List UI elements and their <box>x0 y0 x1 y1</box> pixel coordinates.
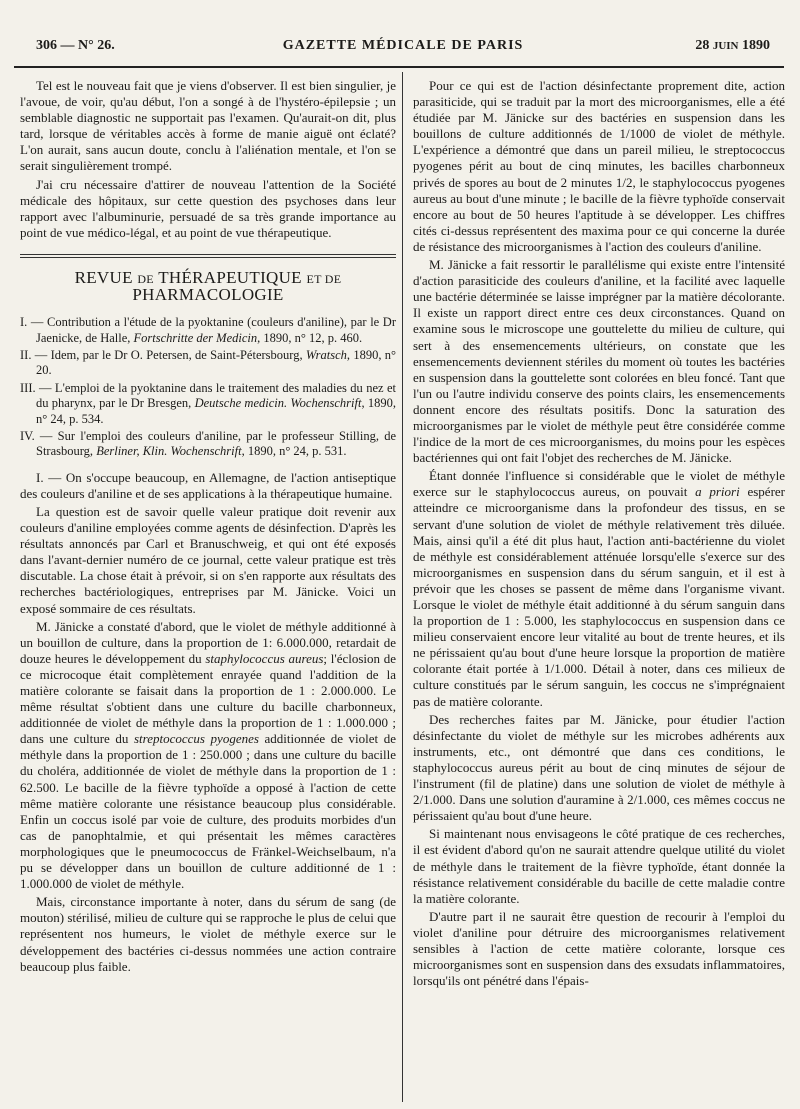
paragraph: Des recherches faites par M. Jänicke, pour étudier l'action désinfectante du violet de méthyle sur les microbes adhérents aux instruments, etc., ont démontré que dans ces conditions, le staphylococcus aureus périt au bout de cinq minutes de séjour de l'instrument (fil de platine) dans une solution de violet de méthyle à 2/1.000. Dans une solution d'auramine à 2/1.000, ces mêmes coccus ne périssaient qu'au bout d'une heure. <box>413 711 785 824</box>
journal-title: GAZETTE MÉDICALE DE PARIS <box>282 38 524 53</box>
paragraph: D'autre part il ne saurait être question de recourir à l'emploi du violet d'aniline pour détruire des microorganismes relativement sensibles à l'action de cette matière colorante, lorsque ces microorganismes sont en suspension dans des exsudats inflammatoires, lorsqu'ils ont pénétré dans l'épais- <box>413 908 785 989</box>
paragraph: M. Jänicke a constaté d'abord, que le violet de méthyle additionné à un bouillon de culture, dans la proportion de 1: 6.000.000, retardait de douze heures le développement du staphylococcus aureus; l'éclosion de ce microcoque était complètement enrayée quand l'addition de la matière colorante se faisait dans la proportion de 1 : 2.000.000. Le même résultat s'obtient dans une culture du bacille charbonneux, additionnée de violet de méthyle dans la proportion de 1 : 1.000.000 ; dans une culture du streptococcus pyogenes additionnée de violet de méthyle dans la proportion de 1 : 250.000 ; dans une culture du bacille du choléra, additionnée de violet de méthyle dans la proportion de 1 : 62.500. Le bacille de la fièvre typhoïde a opposé à l'action de cette même matière colorante une résistance beaucoup plus considérable. Enfin un coccus isolé par voie de culture, des produits morbides d'un cas de panophtalmie, et qui présentait les mêmes caractères morphologiques que le pneumococcus de Fränkel-Weichselbaum, n'a pu se développer dans un bouillon de culture additionné de 1 : 1.000.000 de violet de méthyle. <box>20 618 396 892</box>
reference-item: I. — Contribution a l'étude de la pyoktanine (couleurs d'aniline), par le Dr Jaenicke, de Halle, Fortschritte der Medicin, 1890, n° 12, p. 460. <box>20 315 396 345</box>
date-month: JUIN <box>712 40 739 52</box>
reference-item: II. — Idem, par le Dr O. Petersen, de Saint-Pétersbourg, Wratsch, 1890, n° 20. <box>20 347 397 378</box>
paragraph: I. — On s'occupe beaucoup, en Allemagne, de l'action antiseptique des couleurs d'aniline et de ses applications à la thérapeutique humaine. <box>20 469 396 501</box>
paragraph: Tel est le nouveau fait que je viens d'observer. Il est bien singulier, je l'avoue, de voir, qu'au début, l'on a songé à de l'hystéro-épilepsie ; un semblable diagnostic ne supportait pas l'examen. Qu'aurait-on dit, plus tard, lorsque de véritables accès à forme de manie aiguë ont éclaté? L'on aurait, sans aucun doute, conclu à l'aliénation mentale, et l'on se serait singulièrement trompé. <box>20 78 396 174</box>
paragraph: J'ai cru nécessaire d'attirer de nouveau l'attention de la Société médicale des hôpitaux, sur cette question des psychoses dans leur rapport avec l'albuminurie, persuadé de sa très grande importance au point de vue médico-légal, et au point de vue thérapeutique. <box>20 176 396 240</box>
column-divider <box>402 72 403 1102</box>
paragraph: M. Jänicke a fait ressortir le parallélisme qui existe entre l'intensité d'action parasiticide des couleurs d'aniline, et la facilité avec laquelle une bactérie déterminée se laisse imprégner par la matière décolorante. Il existe un rapport direct entre ces deux circonstances. Quand on examine sous le microscope une gouttelette du milieu de culture, qui sert à des ensemencements ultérieurs, on constate que les ensemencements deviennent stériles du moment où toutes les bactéries en suspension dans la gouttelette sont colorées en bleu foncé. Tant que l'un ou l'autre individu conserve des points clairs, les ensemencements donnent encore des résultats positifs. Donc la saturation des microorganismes par le violet de méthyle peut être considérée comme l'indice de la mort de ces microorganismes, du moins pour les espèces bactériennes qui ont fait l'objet des recherches de M. Jänicke. <box>413 257 785 466</box>
page-header <box>36 38 770 58</box>
header-rule <box>14 66 784 68</box>
date-year: 1890 <box>742 38 770 53</box>
left-column <box>20 78 396 977</box>
reference-list <box>20 315 396 460</box>
section-rule <box>20 254 396 258</box>
paragraph: Pour ce qui est de l'action désinfectante proprement dite, action parasiticide, qui se traduit par la mort des microorganismes, elle a été étudiée par M. Jänicke sur des bactéries en suspension dans les bouillons de culture additionnés de 1/1000 de violet de méthyle. L'expérience a démontré que dans un pareil milieu, le streptococcus pyogenes périt au bout de cinq minutes, les bacilles charbonneux privés de spores au bout de 2 minutes 1/2, le staphylococcus pyogenes aureus au bout d'une minute ; le bacille de la fièvre typhoïde conservait encore au bout de 50 heures l'aptitude à se développer. Les chiffres cités ci-dessus représentent des maxima pour ce qui concerne la durée de résistance des microorganismes à l'action des couleurs d'aniline. <box>413 78 785 254</box>
paragraph: Mais, circonstance importante à noter, dans du sérum de sang (de mouton) stérilisé, milieu de culture qui se rapproche le plus de celui que représentent nos humeurs, le violet de méthyle exerce sur le développement des bactéries ci-dessus nommées une action contraire beaucoup plus faible. <box>20 894 396 974</box>
reference-item: IV. — Sur l'emploi des couleurs d'aniline, par le professeur Stilling, de Strasbourg, Berliner, Klin. Wochenschrift, 1890, n° 24, p. 531. <box>20 428 396 459</box>
section-title: REVUE DE THÉRAPEUTIQUE ET DE PHARMACOLOGIE <box>74 267 342 305</box>
reference-item: III. — L'emploi de la pyoktanine dans le traitement des maladies du nez et du pharynx, par le Dr Bresgen, Deutsche medicin. Wochenschrift, 1890, n° 24, p. 534. <box>20 380 397 426</box>
paragraph: Si maintenant nous envisageons le côté pratique de ces recherches, il est évident d'abord qu'on ne saurait attendre quelque utilité du violet de méthyle dans le traitement de la fièvre typhoïde, étant donnée la résistance relativement considérable du bacille de cette maladie contre la matière colorante. <box>413 826 785 906</box>
page-number: 306 — N° 26. <box>36 38 115 53</box>
issue-date <box>695 38 770 54</box>
date-day: 28 <box>695 38 710 53</box>
paragraph: La question est de savoir quelle valeur pratique doit revenir aux couleurs d'aniline employées comme agents de désinfection. D'après les résultats annoncés par Carl et Branuschweig, et qui ont été exposés dans l'avant-dernier numéro de ce journal, cette valeur pratique est très discutable. La chose était à prévoir, si on s'en rapporte aux résultats des recherches bactériologiques, entreprises par M. Jänicke. Voici un exposé sommaire de ces résultats. <box>20 503 396 616</box>
paragraph: Étant donnée l'influence si considérable que le violet de méthyle exerce sur le staphylococcus aureus, on pouvait a priori espérer atteindre ce microorganisme dans la profondeur des tissus, en se servant d'une solution de violet de méthyle relativement très diluée. Mais, ainsi qu'il a été dit plus haut, l'action anti-bactérienne du violet de méthyle est considérablement atténuée lorsqu'elle s'exerce sur des microorganismes en suspension dans du sérum sanguin, et il est à prévoir que les choses se passent de même dans l'organisme vivant. Lorsque le violet de méthyle était additionné à du sérum sanguin dans la proportion de 1 : 5.000, les staphylococcus en suspension dans ce milieu conservaient encore leur vitalité au bout de trente heures, et ils ne périssaient qu'au bout d'une heure lorsque la proportion de matière colorante était portée à 1/1.000. Détail à noter, dans ces milieux de culture constitués par le sérum sanguin, les coccus ne s'imprégnaient pas de matière colorante. <box>413 468 786 709</box>
right-column <box>413 78 785 991</box>
